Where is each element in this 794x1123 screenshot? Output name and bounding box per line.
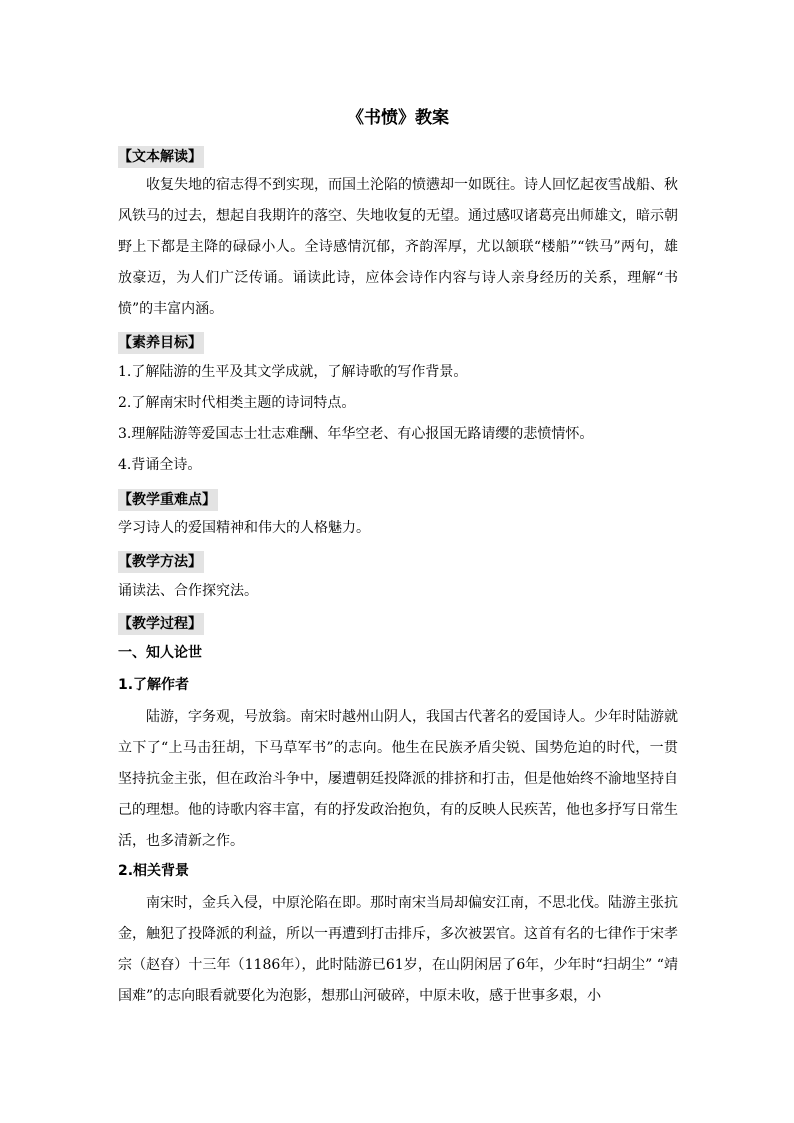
goals-list (118, 357, 678, 481)
section-key-points (118, 485, 678, 516)
author-paragraph: 陆游，字务观，号放翁。南宋时越州山阴人，我国古代著名的爱国诗人。少年时陆游就立下了“上马击狂胡，下马草军书”的志向。他生在民族矛盾尖锐、国势危迫的时代，一贯坚持抗金主张，但在政治斗争中，屡遭朝廷投降派的排挤和打击，但是他始终不渝地坚持自己的理想。他的诗歌内容丰富，有的抒发政治抱负，有的反映人民疾苦，他也多抒写日常生活，也多清新之作。 (118, 709, 678, 849)
process-part1 (118, 638, 678, 669)
document-title: 《书愤》教案 (347, 108, 449, 128)
section-heading: 【教学过程】 (118, 613, 204, 635)
section-heading: 【文本解读】 (118, 146, 204, 168)
process-sub1-heading: 1.了解作者 (118, 677, 190, 693)
goal-item: 3.理解陆游等爱国志士壮志难酬、年华空老、有心报国无路请缨的悲愤情怀。 (118, 426, 594, 442)
goal-item: 1.了解陆游的生平及其文学成就，了解诗歌的写作背景。 (118, 364, 468, 380)
section-text-reading (118, 142, 678, 173)
section-methods (118, 547, 678, 578)
process-sub2-heading: 2.相关背景 (118, 863, 190, 879)
section-process (118, 609, 678, 640)
key-points-text: 学习诗人的爱国精神和伟大的人格魅力。 (118, 520, 370, 536)
goal-item: 2.了解南宋时代相类主题的诗词特点。 (118, 395, 356, 411)
process-sub2-body (118, 888, 678, 1012)
background-paragraph: 南宋时，金兵入侵，中原沦陷在即。那时南宋当局却偏安江南，不思北伐。陆游主张抗金，触犯了投降派的利益，所以一再遭到打击排斥，多次被罢官。这首有名的七律作于宋孝宗（赵昚）十三年（1186年），此时陆游已61岁，在山阴闲居了6年，少年时“扫胡尘” “靖国难”的志向眼看就要化为泡影，想那山河破碎，中原未收，感于世事多艰，小 (118, 895, 678, 1004)
section-heading: 【素养目标】 (118, 332, 204, 354)
process-sub1-body (118, 702, 678, 857)
key-points-body (118, 513, 678, 544)
section-heading: 【教学重难点】 (118, 489, 218, 511)
text-reading-paragraph: 收复失地的宿志得不到实现，而国土沦陷的愤懑却一如既往。诗人回忆起夜雪战船、秋风铁马的过去，想起自我期许的落空、失地收复的无望。通过感叹诸葛亮出师雄文，暗示朝野上下都是主降的碌碌小人。全诗感情沉郁，齐韵浑厚，尤以颔联“楼船”“铁马”两句，雄放豪迈，为人们广泛传诵。诵读此诗，应体会诗作内容与诗人亲身经历的关系，理解“书愤”的丰富内涵。 (118, 177, 678, 317)
section-heading: 【教学方法】 (118, 551, 204, 573)
process-sub2 (118, 856, 678, 887)
process-part1-heading: 一、知人论世 (118, 645, 202, 661)
text-reading-body (118, 170, 678, 325)
goal-item: 4.背诵全诗。 (118, 457, 202, 473)
methods-text: 诵读法、合作探究法。 (118, 583, 258, 599)
process-sub1 (118, 670, 678, 701)
section-goals (118, 328, 678, 359)
methods-body (118, 576, 678, 607)
